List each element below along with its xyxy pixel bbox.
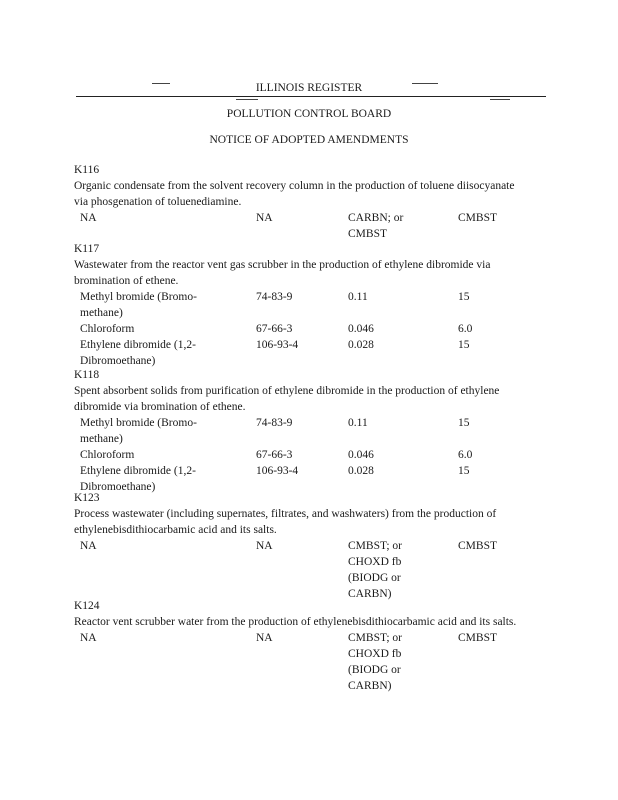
standard-wastewater: 0.11: [348, 291, 368, 303]
waste-code-k123: K123: [74, 492, 100, 504]
waste-constituent: Ethylene dibromide (1,2-: [80, 339, 196, 351]
cas-number: NA: [256, 212, 273, 224]
standard-nonwastewater: CMBST: [458, 540, 497, 552]
waste-code-k116: K116: [74, 164, 100, 176]
standard-wastewater: (BIODG or: [348, 664, 401, 676]
cas-number: 106-93-4: [256, 465, 299, 477]
standard-nonwastewater: 15: [458, 465, 470, 477]
table-row: [0, 465, 618, 481]
cas-number: NA: [256, 632, 273, 644]
header-rule-mark-left: [236, 99, 258, 100]
table-row: [0, 556, 618, 572]
waste-constituent: methane): [80, 307, 123, 319]
standard-wastewater: 0.028: [348, 339, 374, 351]
standard-wastewater: CMBST; or: [348, 540, 403, 552]
waste-constituent: Dibromoethane): [80, 481, 156, 493]
notice-title: NOTICE OF ADOPTED AMENDMENTS: [209, 134, 409, 146]
waste-description-line: Spent absorbent solids from purification of ethylene dibromide in the production of ethylene: [74, 385, 500, 397]
waste-constituent: NA: [80, 540, 97, 552]
standard-nonwastewater: CMBST: [458, 632, 497, 644]
header-rule-mark-right: [490, 99, 510, 100]
standard-nonwastewater: CMBST: [458, 212, 497, 224]
waste-constituent: NA: [80, 212, 97, 224]
table-row: [0, 648, 618, 664]
standard-wastewater: CARBN; or: [348, 212, 404, 224]
waste-description-line: Process wastewater (including supernates, filtrates, and washwaters) from the production of: [74, 508, 497, 520]
standard-wastewater: CHOXD fb: [348, 556, 402, 568]
table-row: [0, 339, 618, 355]
table-row: [0, 212, 618, 228]
table-row: [0, 572, 618, 588]
table-row: [0, 433, 618, 449]
table-row: [0, 449, 618, 465]
cas-number: NA: [256, 540, 273, 552]
cas-number: 74-83-9: [256, 291, 293, 303]
waste-description-line: via phosgenation of toluenediamine.: [74, 196, 242, 208]
waste-constituent: Methyl bromide (Bromo-: [80, 291, 197, 303]
cas-number: 67-66-3: [256, 449, 293, 461]
standard-nonwastewater: 15: [458, 291, 470, 303]
standard-nonwastewater: 15: [458, 339, 470, 351]
table-row: [0, 680, 618, 696]
standard-nonwastewater: 15: [458, 417, 470, 429]
register-title: ILLINOIS REGISTER: [255, 82, 363, 94]
header-rule: [76, 96, 546, 97]
waste-description-line: Reactor vent scrubber water from the production of ethylenebisdithiocarbamic acid and its salts.: [74, 616, 517, 628]
waste-constituent: Methyl bromide (Bromo-: [80, 417, 197, 429]
waste-description-line: ethylenebisdithiocarbamic acid and its salts.: [74, 524, 277, 536]
table-row: [0, 632, 618, 648]
table-row: [0, 307, 618, 323]
standard-wastewater: (BIODG or: [348, 572, 401, 584]
standard-nonwastewater: 6.0: [458, 323, 473, 335]
waste-constituent: Chloroform: [80, 323, 135, 335]
standard-wastewater: CMBST: [348, 228, 387, 240]
standard-wastewater: 0.028: [348, 465, 374, 477]
standard-wastewater: 0.11: [348, 417, 368, 429]
waste-constituent: NA: [80, 632, 97, 644]
table-row: [0, 291, 618, 307]
standard-nonwastewater: 6.0: [458, 449, 473, 461]
table-row: [0, 417, 618, 433]
waste-constituent: methane): [80, 433, 123, 445]
waste-constituent: Chloroform: [80, 449, 135, 461]
waste-constituent: Ethylene dibromide (1,2-: [80, 465, 196, 477]
standard-wastewater: CARBN): [348, 588, 392, 600]
waste-description-line: Organic condensate from the solvent recovery column in the production of toluene diisocyanate: [74, 180, 515, 192]
standard-wastewater: 0.046: [348, 449, 374, 461]
waste-constituent: Dibromoethane): [80, 355, 156, 367]
waste-code-k124: K124: [74, 600, 100, 612]
waste-code-k117: K117: [74, 243, 100, 255]
standard-wastewater: CHOXD fb: [348, 648, 402, 660]
cas-number: 106-93-4: [256, 339, 299, 351]
table-row: [0, 540, 618, 556]
table-row: [0, 664, 618, 680]
waste-description-line: Wastewater from the reactor vent gas scrubber in the production of ethylene dibromide via: [74, 259, 491, 271]
standard-wastewater: CMBST; or: [348, 632, 403, 644]
table-row: [0, 323, 618, 339]
waste-code-k118: K118: [74, 369, 100, 381]
standard-wastewater: 0.046: [348, 323, 374, 335]
table-row: [0, 228, 618, 244]
cas-number: 74-83-9: [256, 417, 293, 429]
waste-description-line: bromination of ethene.: [74, 275, 179, 287]
cas-number: 67-66-3: [256, 323, 293, 335]
board-title: POLLUTION CONTROL BOARD: [226, 108, 392, 120]
standard-wastewater: CARBN): [348, 680, 392, 692]
waste-description-line: dibromide via bromination of ethene.: [74, 401, 246, 413]
